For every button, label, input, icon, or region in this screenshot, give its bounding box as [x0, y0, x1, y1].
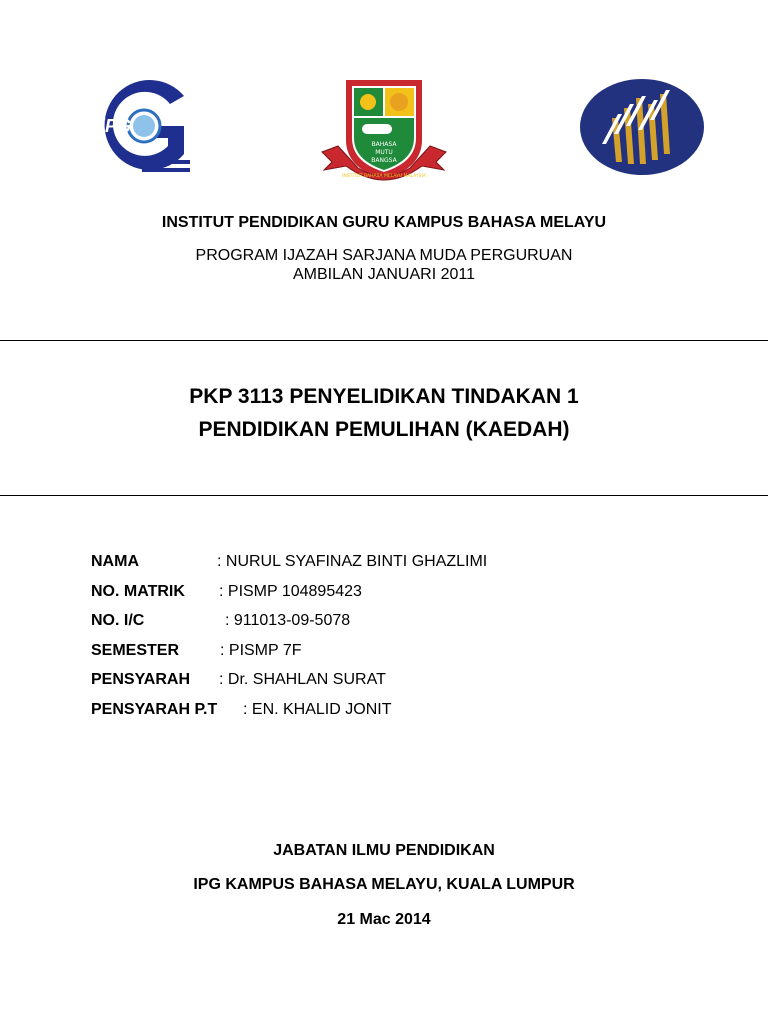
info-value: : PISMP 7F [220, 641, 302, 659]
info-row-ic [91, 609, 487, 639]
program-intake: AMBILAN JANUARI 2011 [293, 266, 475, 283]
course-subtitle: PENDIDIKAN PEMULIHAN (KAEDAH) [198, 418, 570, 441]
info-label: PENSYARAH P.T [91, 700, 218, 718]
info-row-pensyarah [91, 668, 487, 698]
crest-motto-2: MUTU [375, 149, 393, 156]
info-value: : 911013-09-5078 [225, 612, 351, 629]
divider-top [0, 340, 768, 341]
ipg-logo-text: iPG [100, 116, 132, 136]
ipg-logo [96, 74, 190, 178]
info-value: : Dr. SHAHLAN SURAT [219, 671, 386, 688]
info-row-semester [91, 639, 487, 669]
department-name: JABATAN ILMU PENDIDIKAN [273, 842, 495, 859]
info-row-matrik [91, 580, 487, 610]
info-label: NO. MATRIK [91, 582, 185, 600]
info-row-nama [91, 550, 487, 580]
student-info [91, 550, 487, 727]
crest-motto-3: BANGSA [371, 157, 397, 164]
campus-name: IPG KAMPUS BAHASA MELAYU, KUALA LUMPUR [193, 876, 575, 893]
info-label: SEMESTER [91, 641, 180, 659]
institute-crest-logo [318, 74, 450, 192]
info-label: NO. I/C [91, 612, 145, 629]
institute-name: INSTITUT PENDIDIKAN GURU KAMPUS BAHASA MELAYU [161, 214, 607, 231]
info-label: NAMA [91, 553, 139, 570]
course-code-title: PKP 3113 PENYELIDIKAN TINDAKAN 1 [189, 385, 579, 408]
program-name: PROGRAM IJAZAH SARJANA MUDA PERGURUAN [195, 247, 573, 264]
info-row-pensyarah-pt [91, 698, 487, 728]
crest-motto-1: BAHASA [371, 141, 397, 148]
info-value: : PISMP 104895423 [219, 582, 362, 600]
program-block [0, 246, 768, 284]
info-value: : EN. KHALID JONIT [243, 700, 392, 718]
kpm-logo [578, 78, 706, 176]
course-title [0, 380, 768, 446]
crest-ribbon-text: INSTITUT BAHASA MELAYU MALAYSIA [342, 174, 426, 179]
info-label: PENSYARAH [91, 671, 190, 688]
submission-date: 21 Mac 2014 [337, 911, 431, 928]
info-value: : NURUL SYAFINAZ BINTI GHAZLIMI [217, 553, 488, 570]
divider-bottom [0, 495, 768, 496]
